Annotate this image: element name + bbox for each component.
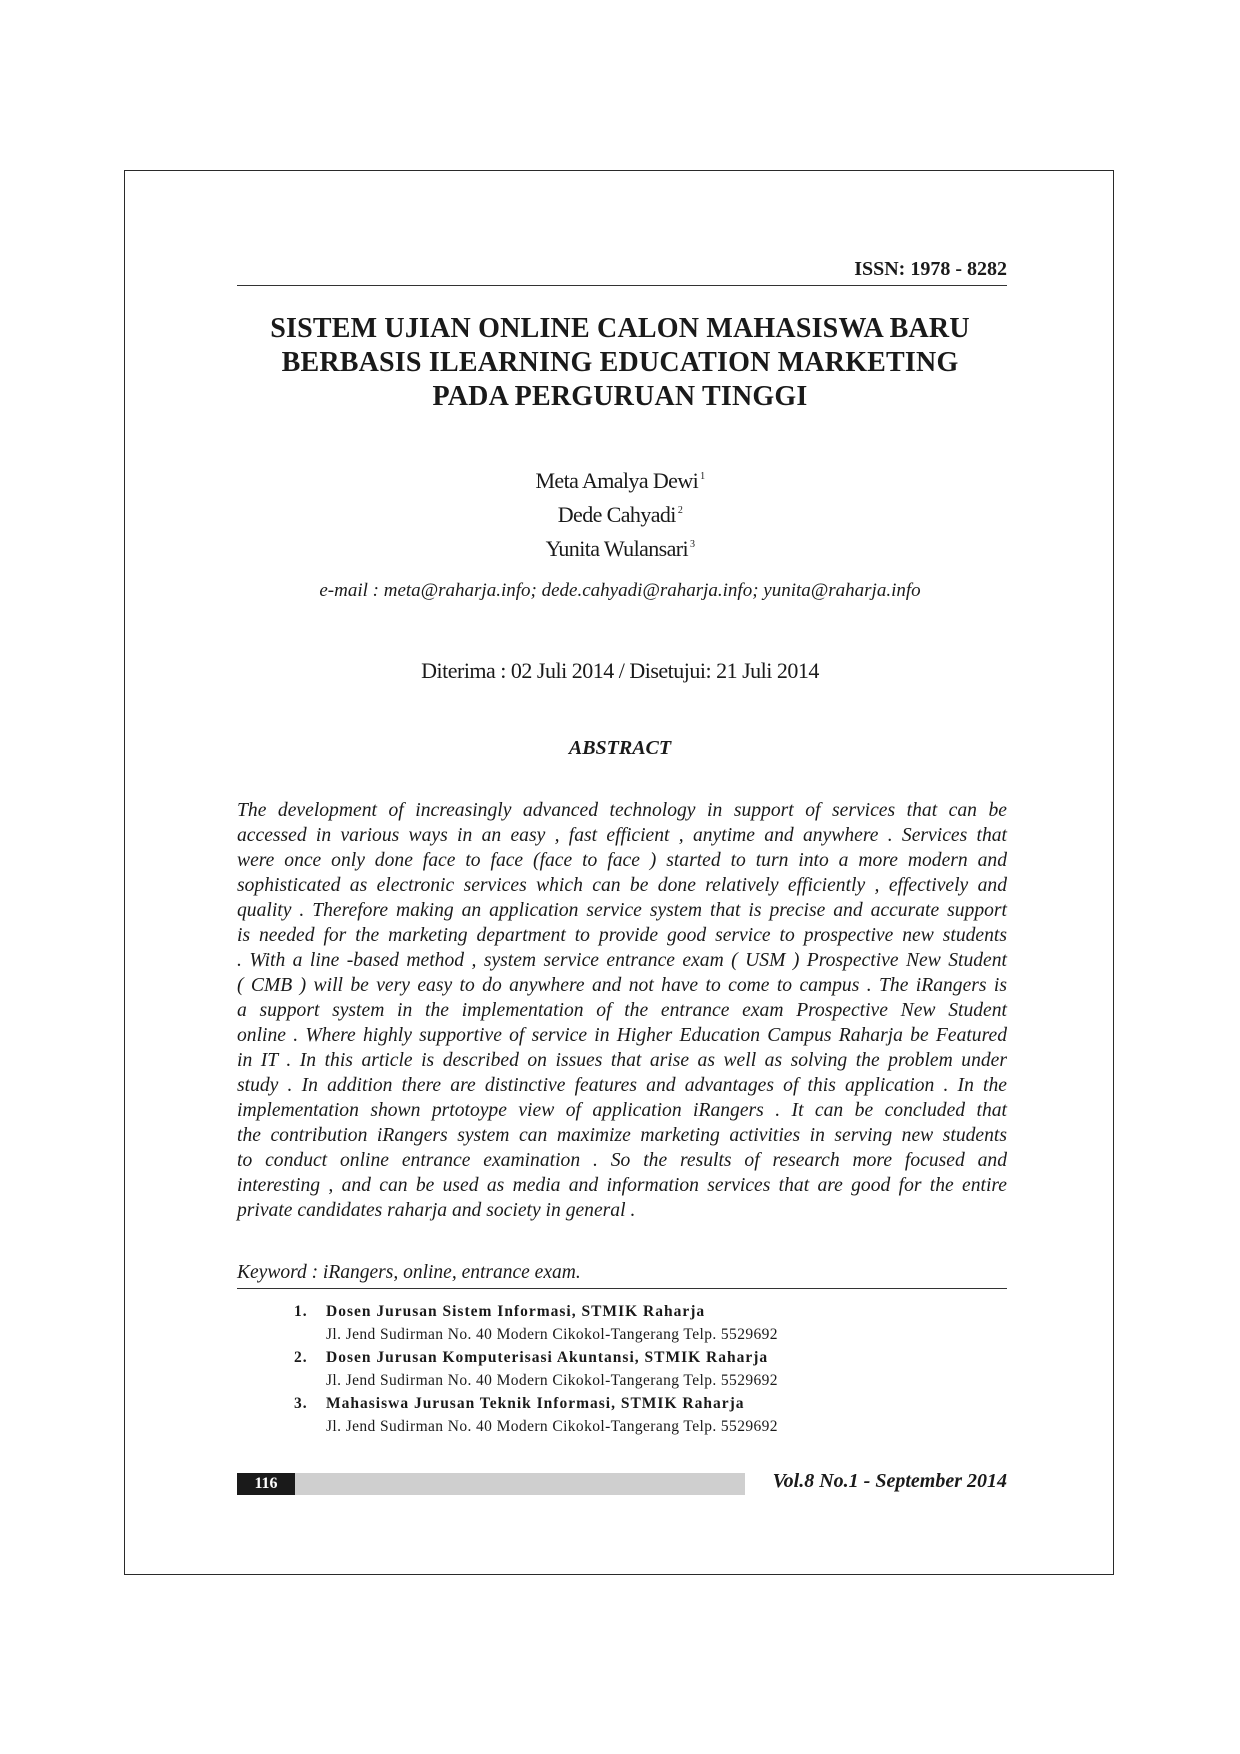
abstract-line: interesting , and can be used as media and information services that are good for the entire [237, 1175, 1007, 1196]
author-superscript: 2 [677, 505, 683, 516]
volume-info: Vol.8 No.1 - September 2014 [772, 1470, 1007, 1492]
abstract-line: The development of increasingly advanced technology in support of services that can be [237, 800, 1007, 821]
affiliations [294, 1300, 894, 1438]
header-rule [237, 285, 1007, 286]
abstract-body [237, 798, 1007, 1223]
paper-title [180, 312, 1060, 414]
received-approved-dates: Diterima : 02 Juli 2014 / Disetujui: 21 Juli 2014 [421, 658, 819, 683]
affiliation-title: Dosen Jurusan Sistem Informasi, STMIK Raharja [326, 1303, 706, 1320]
abstract-line: accessed in various ways in an easy , fast efficient , anytime and anywhere . Services that [237, 825, 1007, 846]
page-number: 116 [237, 1473, 295, 1495]
abstract-line: a support system in the implementation of the entrance exam Prospective New Student [237, 1000, 1007, 1021]
title-line: SISTEM UJIAN ONLINE CALON MAHASISWA BARU [270, 313, 970, 344]
affiliation-number: 2. [294, 1349, 308, 1366]
abstract-line: implementation shown prtotoype view of application iRangers . It can be concluded that [237, 1100, 1007, 1121]
author-list [320, 462, 920, 564]
affiliation-address: Jl. Jend Sudirman No. 40 Modern Cikokol-Tangerang Telp. 5529692 [326, 1418, 778, 1435]
abstract-line: the contribution iRangers system can maximize marketing activities in serving new students [237, 1125, 1007, 1146]
issn: ISSN: 1978 - 8282 [854, 258, 1007, 280]
abstract-line: study . In addition there are distinctive features and advantages of this application . In the [237, 1075, 1007, 1096]
affiliation-item [294, 1346, 894, 1392]
author-superscript: 1 [700, 471, 705, 482]
abstract-line: sophisticated as electronic services which can be done relatively efficiently , effectively and [237, 875, 1007, 896]
affiliation-address: Jl. Jend Sudirman No. 40 Modern Cikokol-Tangerang Telp. 5529692 [326, 1372, 778, 1389]
footer-bar [295, 1473, 745, 1495]
abstract-heading: ABSTRACT [568, 737, 672, 759]
affiliation-number: 3. [294, 1395, 308, 1412]
abstract-line: online . Where highly supportive of service in Higher Education Campus Raharja be Featured [237, 1025, 1007, 1046]
author-name: Meta Amalya Dewi [535, 468, 699, 493]
email-line: e-mail : meta@raharja.info; dede.cahyadi@raharja.info; yunita@raharja.info [319, 580, 921, 601]
title-line: BERBASIS ILEARNING EDUCATION MARKETING [281, 347, 959, 378]
author-name: Dede Cahyadi [557, 502, 676, 527]
abstract-line: . With a line -based method , system service entrance exam ( USM ) Prospective New Student [237, 950, 1007, 971]
abstract-line: in IT . In this article is described on issues that arise as well as solving the problem under [237, 1050, 1007, 1071]
abstract-line: were once only done face to face (face to face ) started to turn into a more modern and [237, 850, 1007, 871]
author [320, 496, 920, 530]
affiliation-number: 1. [294, 1303, 308, 1320]
author [320, 462, 920, 496]
affiliation-address: Jl. Jend Sudirman No. 40 Modern Cikokol-Tangerang Telp. 5529692 [326, 1326, 778, 1343]
abstract-line: quality . Therefore making an application service system that is precise and accurate support [237, 900, 1007, 921]
title-line: PADA PERGURUAN TINGGI [432, 381, 808, 412]
abstract-line: to conduct online entrance examination . So the results of research more focused and [237, 1150, 1007, 1171]
author [320, 530, 920, 564]
affiliation-item [294, 1300, 894, 1346]
author-name: Yunita Wulansari [545, 536, 689, 561]
abstract-line: private candidates raharja and society in general . [237, 1200, 636, 1221]
author-superscript: 3 [690, 539, 695, 550]
abstract-line: ( CMB ) will be very easy to do anywhere and not have to come to campus . The iRangers is [237, 975, 1007, 996]
affiliation-item [294, 1392, 894, 1438]
keyword-rule [237, 1288, 1007, 1289]
keywords: Keyword : iRangers, online, entrance exam. [237, 1262, 581, 1283]
abstract-line: is needed for the marketing department to provide good service to prospective new students [237, 925, 1007, 946]
affiliation-title: Dosen Jurusan Komputerisasi Akuntansi, STMIK Raharja [326, 1349, 769, 1366]
affiliation-title: Mahasiswa Jurusan Teknik Informasi, STMIK Raharja [326, 1395, 745, 1412]
